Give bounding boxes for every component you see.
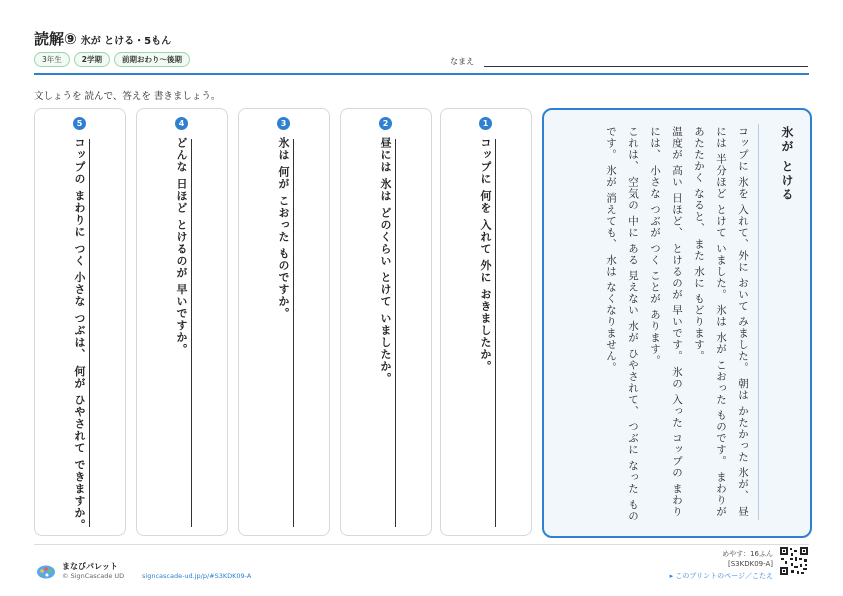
header-rule: [34, 73, 809, 75]
time-estimate: めやす：16ふん: [722, 550, 773, 558]
story-title: 氷が とける: [780, 126, 794, 203]
answer-page-link[interactable]: ▸ このプリントのページ／こたえ: [669, 572, 773, 580]
worksheet-title: 読解⑨: [34, 30, 77, 48]
story-paragraph: これは、 空気の 中に ある 見えない 水が ひやされて、 つぶに なった ものです。 氷が 消えても、 水は なくなりません。: [605, 126, 639, 522]
question-number: 2: [379, 117, 392, 130]
worksheet-code: [S3KDK09-A]: [728, 560, 773, 568]
answer-line[interactable]: [495, 139, 496, 527]
question-box-2: [340, 108, 432, 536]
question-box-3: [238, 108, 330, 536]
question-number: 1: [479, 117, 492, 130]
tag-list: [34, 52, 190, 67]
page-title: [34, 28, 171, 49]
instruction-text: 文しょうを 読んで、答えを 書きましょう。: [34, 91, 221, 102]
name-line: [484, 66, 808, 67]
footer-rule: [34, 544, 809, 545]
question-text: コップの まわりに つく 小さな つぶは、 何が ひやされて できますか。: [73, 137, 86, 531]
story-paragraph: 温度が 高い 日ほど、 とけるのが 早いです。 氷の 入った コップの まわりには、 小さな つぶが つく ことが あります。: [649, 126, 683, 518]
answer-line[interactable]: [191, 139, 192, 527]
qr-code-icon[interactable]: [779, 546, 809, 576]
question-text: コップに 何を 入れて 外に おきましたか。: [479, 137, 492, 373]
question-box-5: [34, 108, 126, 536]
story-paragraph: コップに 氷を 入れて、外に おいて みました。 朝は かたかった 氷が、 昼には 半分ほど とけて いました。 氷は 水が こおった ものです。 まわりが あたたかく なると、 また 水に もどります。: [693, 126, 749, 518]
answer-line[interactable]: [89, 139, 90, 527]
question-text: 氷は 何が こおった ものですか。: [277, 137, 290, 320]
question-number: 5: [73, 117, 86, 130]
question-text: 昼には 氷は どのくらい とけて いましたか。: [379, 137, 392, 385]
tag-grade: 3年生: [34, 52, 70, 67]
question-box-1: [440, 108, 532, 536]
answer-line[interactable]: [395, 139, 396, 527]
story-divider: [758, 124, 759, 520]
palette-logo-icon: [36, 563, 56, 579]
tag-period: 前期おわり～後期: [114, 52, 190, 67]
brand-name: まなびパレット: [62, 562, 118, 571]
answer-line[interactable]: [293, 139, 294, 527]
question-box-4: [136, 108, 228, 536]
footer-url-link[interactable]: signcascade-ud.jp/p/#S3KDK09-A: [142, 572, 252, 580]
question-number: 4: [175, 117, 188, 130]
question-number: 3: [277, 117, 290, 130]
name-label: なまえ: [450, 57, 474, 66]
story-panel: [542, 108, 812, 538]
question-text: どんな 日ほど とけるのが 早いですか。: [175, 137, 188, 356]
story-text: [600, 126, 754, 526]
worksheet-subtitle: 氷が とける・5もん: [80, 36, 172, 47]
tag-term: 2学期: [74, 52, 110, 67]
copyright-text: © SignCascade UD: [62, 572, 125, 580]
